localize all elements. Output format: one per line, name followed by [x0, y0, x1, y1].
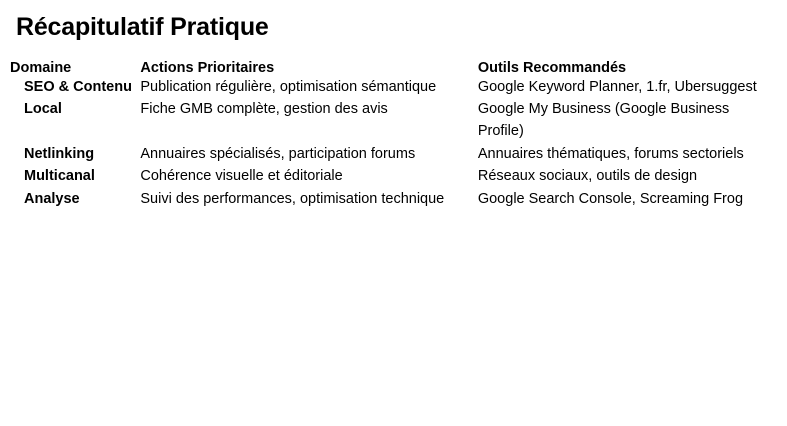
table-header-row — [10, 60, 777, 76]
cell-domaine: SEO & Contenu — [24, 78, 132, 95]
cell-actions: Annuaires spécialisés, participation forums — [140, 145, 416, 162]
cell-domaine: Netlinking — [24, 145, 95, 162]
table-body — [10, 76, 777, 211]
cell-outils: Google Keyword Planner, 1.fr, Ubersuggest — [477, 78, 757, 95]
cell-outils: Google My Business (Google Business Profile) — [477, 100, 730, 140]
table-row — [10, 143, 777, 165]
page-title: Récapitulatif Pratique — [16, 13, 269, 41]
cell-outils: Google Search Console, Screaming Frog — [477, 190, 744, 207]
cell-domaine: Analyse — [24, 190, 80, 207]
cell-actions: Publication régulière, optimisation sémantique — [140, 78, 437, 95]
table-row — [10, 98, 777, 143]
column-header-outils: Outils Recommandés — [477, 59, 627, 76]
cell-actions: Cohérence visuelle et éditoriale — [140, 168, 343, 185]
table-header — [10, 60, 777, 76]
cell-outils: Réseaux sociaux, outils de design — [477, 168, 698, 185]
cell-outils: Annuaires thématiques, forums sectoriels — [477, 145, 744, 162]
cell-domaine: Multicanal — [24, 168, 95, 185]
recap-table — [10, 60, 777, 211]
cell-actions: Fiche GMB complète, gestion des avis — [140, 100, 388, 117]
column-header-actions: Actions Prioritaires — [140, 59, 275, 76]
cell-actions: Suivi des performances, optimisation technique — [140, 190, 445, 207]
table-row — [10, 165, 777, 187]
table-row — [10, 76, 777, 98]
column-header-domaine: Domaine — [10, 59, 72, 76]
table-row — [10, 188, 777, 210]
cell-domaine: Local — [24, 100, 62, 117]
